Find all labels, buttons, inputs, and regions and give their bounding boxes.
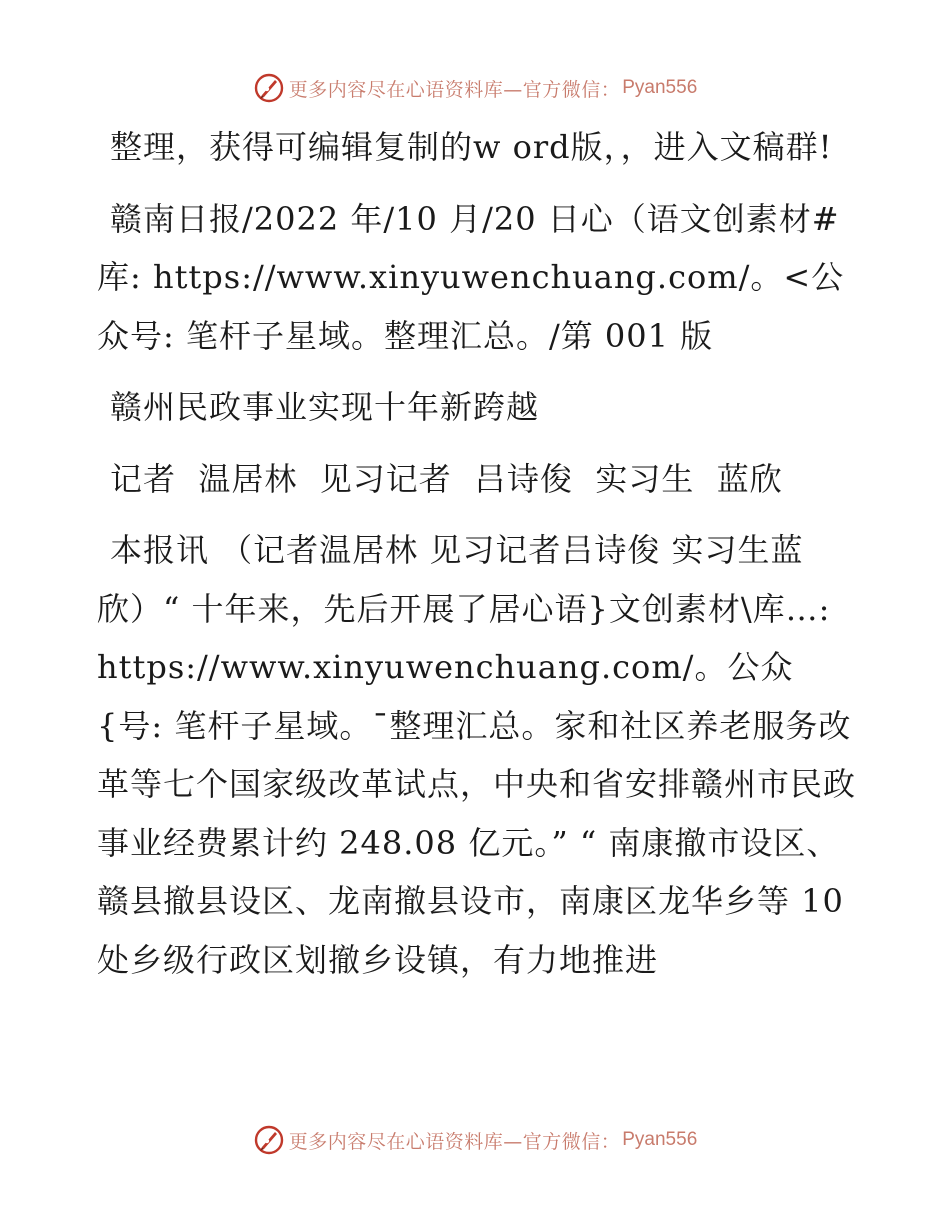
article-paragraph: 本报讯 （记者温居林 见习记者吕诗俊 实习生蓝欣）“ 十年来，先后开展了居心语}文创素材\库…: https://www.xinyuwenchuang.com/。公众{号: 笔杆子星域。¯整理汇总。家和社区养老服务改革等七个国家级改革试点，中央和省安排赣州市民政事业经费累计约 248.08 亿元。” “ 南康撤市设区、赣县撤县设区、龙南撤县设市，南康区龙华乡等 10 处乡级行政区划撤乡设镇，有力地推进 — [97, 531, 857, 979]
quill-pen-circle-icon — [253, 72, 285, 104]
header-watermark — [0, 68, 950, 108]
source-line: 赣南日报/2022 年/10 月/20 日心（语文创素材#库: https://www.xinyuwenchuang.com/。<公众号: 笔杆子星域。整理汇总。/第 001 版 — [97, 199, 845, 355]
quill-pen-circle-icon — [253, 1124, 285, 1156]
article-title: 赣州民政事业实现十年新跨越 — [110, 388, 540, 426]
byline: 记者 温居林 见习记者 吕诗俊 实习生 蓝欣 — [110, 459, 783, 498]
watermark-wechat-id: Pyan556 — [622, 77, 698, 98]
watermark-text: 更多内容尽在心语资料库—官方微信： — [288, 1130, 621, 1153]
intro-paragraph: 整理，获得可编辑复制的w ord版，，进入文稿群! — [110, 128, 833, 166]
footer-watermark — [0, 1120, 950, 1160]
watermark-text: 更多内容尽在心语资料库—官方微信： — [288, 78, 621, 101]
document-body — [97, 118, 857, 1002]
watermark-wechat-id: Pyan556 — [622, 1129, 698, 1150]
